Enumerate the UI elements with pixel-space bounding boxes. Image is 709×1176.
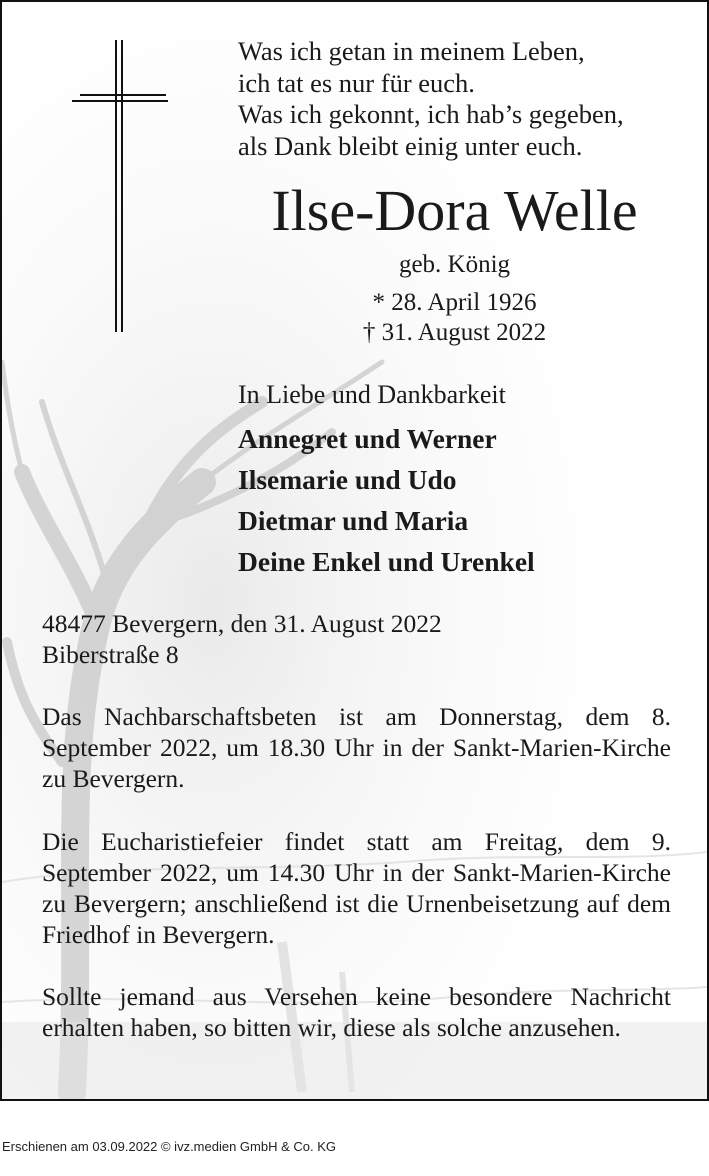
deceased-name: Ilse-Dora Welle <box>271 178 638 243</box>
poem-line: ich tat es nur für euch. <box>238 67 475 98</box>
mourners-intro: In Liebe und Dankbarkeit <box>238 380 506 409</box>
poem-verse <box>238 36 688 162</box>
address-line: Biberstraße 8 <box>42 640 179 669</box>
cross-icon <box>68 40 168 332</box>
mourners-list <box>238 418 535 582</box>
mass-paragraph: Die Eucharistiefeier findet statt am Freitag, dem 9. September 2022, um 14.30 Uhr in der Sankt-Marien-Kirche zu Bevergern; anschließend ist die Urnenbeisetzung auf dem Friedhof in Bevergern. <box>42 827 671 949</box>
birth-date: * 28. April 1926 <box>372 289 537 316</box>
poem-line: Was ich gekonnt, ich hab’s gegeben, <box>238 99 624 129</box>
maiden-name: geb. König <box>398 251 511 278</box>
mourner-name: Ilsemarie und Udo <box>238 464 457 495</box>
place-and-address <box>42 608 671 670</box>
poem-line: Was ich getan in meinem Leben, <box>238 36 585 66</box>
prayer-paragraph: Das Nachbarschaftsbeten ist am Donnerstag, dem 8. September 2022, um 18.30 Uhr in der Sankt-Marien-Kirche zu Bevergern. <box>42 702 671 793</box>
publication-footer: Erschienen am 03.09.2022 © ivz.medien GmbH & Co. KG <box>2 1139 337 1154</box>
place-date-line: 48477 Bevergern, den 31. August 2022 <box>42 609 442 638</box>
notice-paragraph: Sollte jemand aus Versehen keine besondere Nachricht erhalten haben, so bitten wir, diese als solche anzusehen. <box>42 982 671 1042</box>
poem-line: als Dank bleibt einig unter euch. <box>238 130 583 161</box>
mourner-name: Deine Enkel und Urenkel <box>238 546 535 577</box>
mourner-name: Dietmar und Maria <box>238 505 469 536</box>
mourner-name: Annegret und Werner <box>238 423 497 454</box>
death-date: † 31. August 2022 <box>362 319 547 346</box>
